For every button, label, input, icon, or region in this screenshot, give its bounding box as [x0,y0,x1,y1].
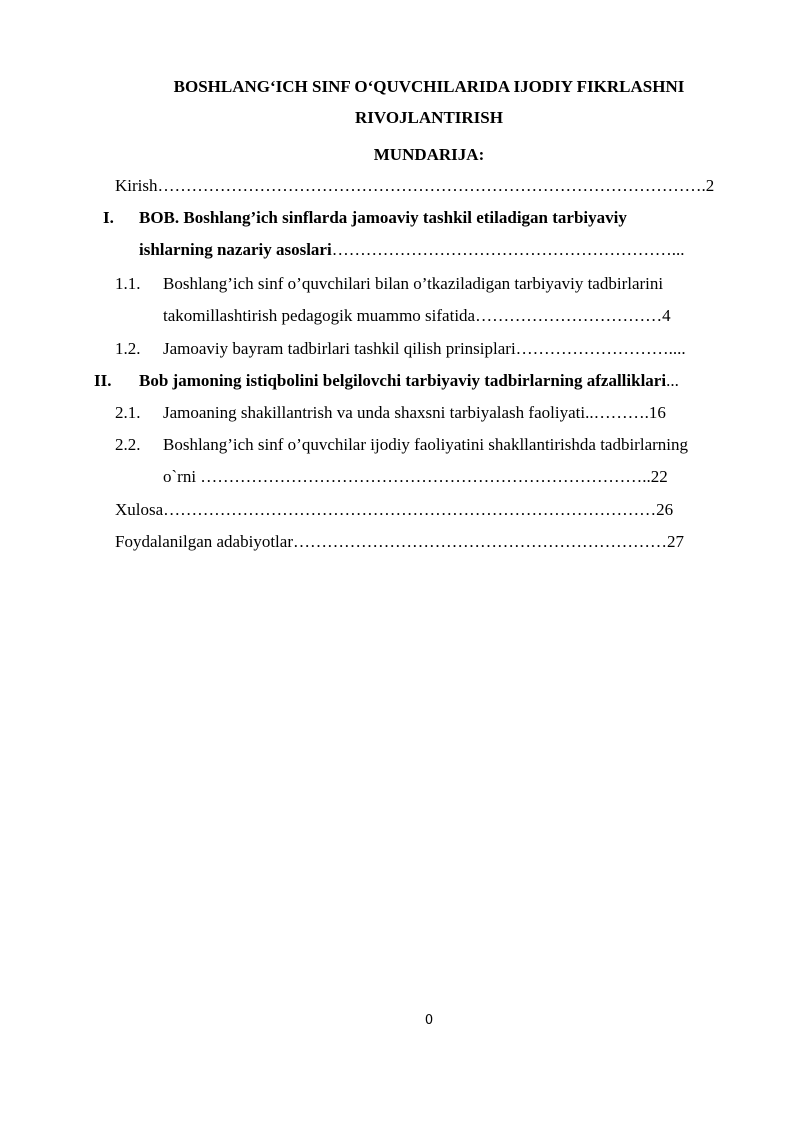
toc-chapter-2-leader: ... [666,371,679,390]
contents-heading: MUNDARIJA: [373,145,485,164]
toc-chapter-1-title-bold: ishlarning nazariy asoslari [139,240,332,259]
toc-entry-xulosa: Xulosa……………………………………………………………………………26 [115,500,674,519]
toc-section-1-1-number: 1.1. [115,274,141,293]
toc-section-2-2-number: 2.2. [115,435,141,454]
toc-section-2-1-number: 2.1. [115,403,141,422]
toc-section-2-2-line-2: o`rni ……………………………………………………………………..22 [163,467,668,486]
toc-chapter-1-title-line-1: BOB. Boshlang’ich sinflarda jamoaviy tashkil etiladigan tarbiyaviy [139,208,627,227]
toc-entry-kirish: Kirish…………………………………………………………………………………….2 [115,176,715,195]
toc-chapter-2-title-line-1 [139,371,679,391]
toc-chapter-1-number: I. [103,208,114,227]
toc-section-1-2-line-1: Jamoaviy bayram tadbirlari tashkil qilish prinsiplari……………………….... [163,339,686,358]
toc-section-1-1-line-2: takomillashtirish pedagogik muammo sifatida……………………………4 [163,306,671,325]
toc-chapter-1-title-line-2 [139,240,684,260]
toc-chapter-2-number: II. [94,371,112,390]
toc-section-1-2-number: 1.2. [115,339,141,358]
document-title-line-1: BOSHLANG‘ICH SINF O‘QUVCHILARIDA IJODIY FIKRLASHNI [173,77,685,96]
toc-section-2-1-line-1: Jamoaning shakillantrish va unda shaxsni tarbiyalash faoliyati..……….16 [163,403,666,422]
toc-section-2-2-line-1: Boshlang’ich sinf o’quvchilar ijodiy faoliyatini shakllantirishda tadbirlarning [163,435,688,454]
page-number: 0 [424,1013,434,1028]
toc-entry-adabiyotlar: Foydalanilgan adabiyotlar…………………………………………………………27 [115,532,684,551]
toc-section-1-1-line-1: Boshlang’ich sinf o’quvchilari bilan o’tkaziladigan tarbiyaviy tadbirlarini [163,274,664,293]
toc-chapter-1-leader: ……………………………………………………... [331,240,685,259]
toc-chapter-2-title-bold: Bob jamoning istiqbolini belgilovchi tarbiyaviy tadbirlarning afzalliklari [139,371,667,390]
document-title-line-2: RIVOJLANTIRISH [355,108,503,127]
